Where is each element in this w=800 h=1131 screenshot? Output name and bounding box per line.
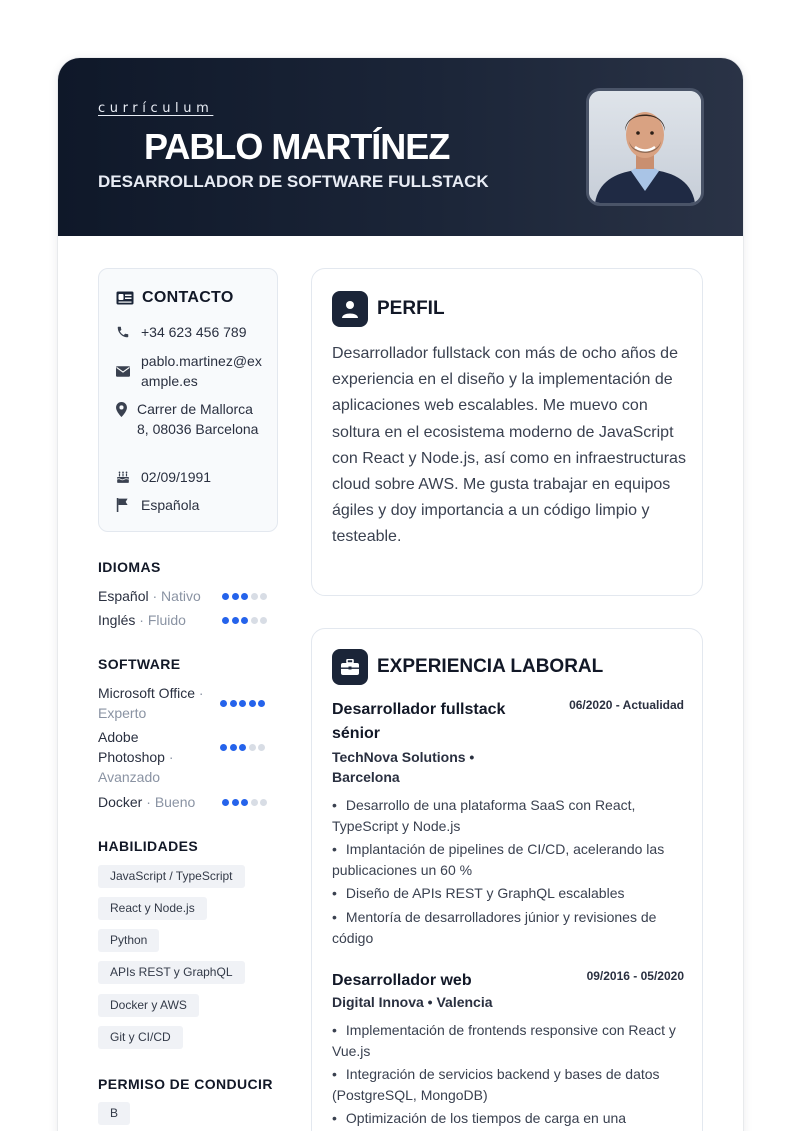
item-level: Avanzado (98, 769, 161, 785)
level-dot (222, 593, 229, 600)
level-dot (260, 799, 267, 806)
job-bullet: • Desarrollo de una plataforma SaaS con React, TypeScript y Node.js (332, 795, 684, 836)
level-dot (230, 700, 237, 707)
level-label (98, 683, 218, 723)
location-pin-icon (116, 399, 130, 419)
contact-address (116, 399, 265, 439)
separator: · (164, 749, 174, 765)
level-dot (232, 593, 239, 600)
cake-icon (116, 467, 134, 487)
item-level: Nativo (161, 588, 201, 604)
job-bullet: • Mentoría de desarrolladores júnior y revisiones de código (332, 907, 684, 948)
license-title: PERMISO DE CONDUCIR (98, 1076, 273, 1092)
profile-text: Desarrollador fullstack con más de ocho años de experiencia en el diseño y la implementación de aplicaciones web escalables. Me muevo con soltura en el ecosistema moderno de JavaScript con React y Node.js, así como en infraestructuras cloud sobre AWS. Me gusta trabajar en equipos ágiles y doy importancia a un código limpio y testeable. (332, 345, 686, 546)
contact-address-text: Carrer de Mallorca 8, 08036 Barcelona (137, 401, 259, 437)
contact-phone-text[interactable]: +34 623 456 789 (141, 324, 247, 340)
experience-panel (311, 628, 703, 1131)
contact-email (116, 351, 269, 391)
level-row (98, 586, 278, 606)
level-dot (222, 617, 229, 624)
level-dot (251, 593, 258, 600)
level-dots (222, 610, 270, 630)
skill-chip: React y Node.js (98, 897, 207, 920)
job-entry (332, 698, 684, 951)
item-name: Docker (98, 794, 143, 810)
skills-title: HABILIDADES (98, 838, 199, 854)
item-level: Bueno (154, 794, 196, 810)
item-level: Experto (98, 705, 147, 721)
item-name: Inglés (98, 612, 136, 628)
level-dot (258, 700, 265, 707)
level-row (98, 792, 278, 812)
level-label (98, 792, 220, 812)
contact-phone (116, 322, 269, 342)
job-bullet: • Optimización de los tiempos de carga en una (332, 1108, 684, 1129)
candidate-name: PABLO MARTÍNEZ (144, 126, 450, 167)
level-dot (260, 593, 267, 600)
level-dot (230, 744, 237, 751)
level-dot (220, 700, 227, 707)
level-dots (222, 792, 270, 812)
profile-header (332, 291, 445, 327)
level-dot (232, 799, 239, 806)
level-label (98, 727, 198, 787)
job-date: 06/2020 - Actualidad (569, 698, 684, 712)
separator: · (142, 794, 155, 810)
job-company: Digital Innova • Valencia (332, 994, 493, 1010)
experience-header (332, 649, 603, 685)
separator: · (148, 588, 162, 604)
job-title: Desarrollador fullstack sénior (332, 701, 506, 742)
level-dot (222, 799, 229, 806)
resume-header (58, 58, 743, 236)
skill-chip: APIs REST y GraphQL (98, 961, 245, 984)
level-dot (260, 617, 267, 624)
job-bullet: • Implementación de frontends responsive con React y Vue.js (332, 1020, 684, 1061)
level-dot (239, 700, 246, 707)
separator: · (135, 612, 148, 628)
level-dots (220, 737, 268, 757)
resume-card (58, 58, 743, 1131)
contact-box (98, 268, 278, 532)
level-dot (251, 799, 258, 806)
job-entry (332, 969, 684, 1131)
skill-chip: Python (98, 929, 159, 952)
profile-photo (586, 88, 704, 206)
languages-title: IDIOMAS (98, 559, 161, 575)
skill-chip: Git y CI/CD (98, 1026, 183, 1049)
level-dot (249, 700, 256, 707)
item-level: Fluido (147, 612, 186, 628)
flag-icon (116, 495, 134, 515)
job-bullet: • Integración de servicios backend y bases de datos (PostgreSQL, MongoDB) (332, 1064, 684, 1105)
job-date: 09/2016 - 05/2020 (586, 969, 684, 983)
contact-birthdate-text: 02/09/1991 (141, 469, 212, 485)
job-bullet: • Diseño de APIs REST y GraphQL escalables (332, 883, 684, 904)
phone-icon (116, 322, 134, 342)
contact-card-icon (116, 291, 134, 305)
profile-title: PERFIL (377, 298, 445, 319)
briefcase-icon (332, 649, 368, 685)
level-label (98, 586, 220, 606)
license-chip: B (98, 1102, 130, 1125)
user-icon (332, 291, 368, 327)
item-name: Adobe Photoshop (98, 729, 165, 765)
contact-nationality (116, 495, 269, 515)
experience-title: EXPERIENCIA LABORAL (377, 656, 604, 677)
contact-nationality-text: Española (141, 497, 200, 513)
job-bullets (332, 1020, 684, 1129)
skill-chip: Docker y AWS (98, 994, 199, 1017)
level-dot (232, 617, 239, 624)
job-bullet: • Implantación de pipelines de CI/CD, acelerando las publicaciones un 60 % (332, 839, 684, 880)
job-title: Desarrollador web (332, 972, 472, 989)
job-company: TechNova Solutions • Barcelona (332, 749, 475, 785)
profile-panel (311, 268, 703, 596)
level-dot (241, 593, 248, 600)
level-dots (220, 693, 268, 713)
cv-label: currículum (98, 101, 214, 116)
item-name: Español (98, 588, 149, 604)
level-row (98, 727, 278, 787)
contact-birthdate (116, 467, 269, 487)
level-dot (249, 744, 256, 751)
level-label (98, 610, 220, 630)
candidate-role: DESARROLLADOR DE SOFTWARE FULLSTACK (98, 172, 489, 191)
software-title: SOFTWARE (98, 656, 181, 672)
separator: · (195, 685, 204, 701)
level-dot (258, 744, 265, 751)
level-dots (222, 586, 270, 606)
level-row (98, 610, 278, 630)
contact-email-text[interactable]: pablo.martinez@example.es (141, 353, 262, 389)
item-name: Microsoft Office (98, 685, 195, 701)
job-bullets (332, 795, 684, 948)
mail-icon (116, 361, 134, 381)
contact-title: CONTACTO (142, 289, 234, 306)
level-dot (241, 617, 248, 624)
level-dot (251, 617, 258, 624)
profile-photo-illustration (589, 91, 701, 203)
level-dot (241, 799, 248, 806)
level-dot (239, 744, 246, 751)
contact-header (116, 289, 234, 307)
skill-chip: JavaScript / TypeScript (98, 865, 245, 888)
level-dot (220, 744, 227, 751)
level-row (98, 683, 278, 723)
